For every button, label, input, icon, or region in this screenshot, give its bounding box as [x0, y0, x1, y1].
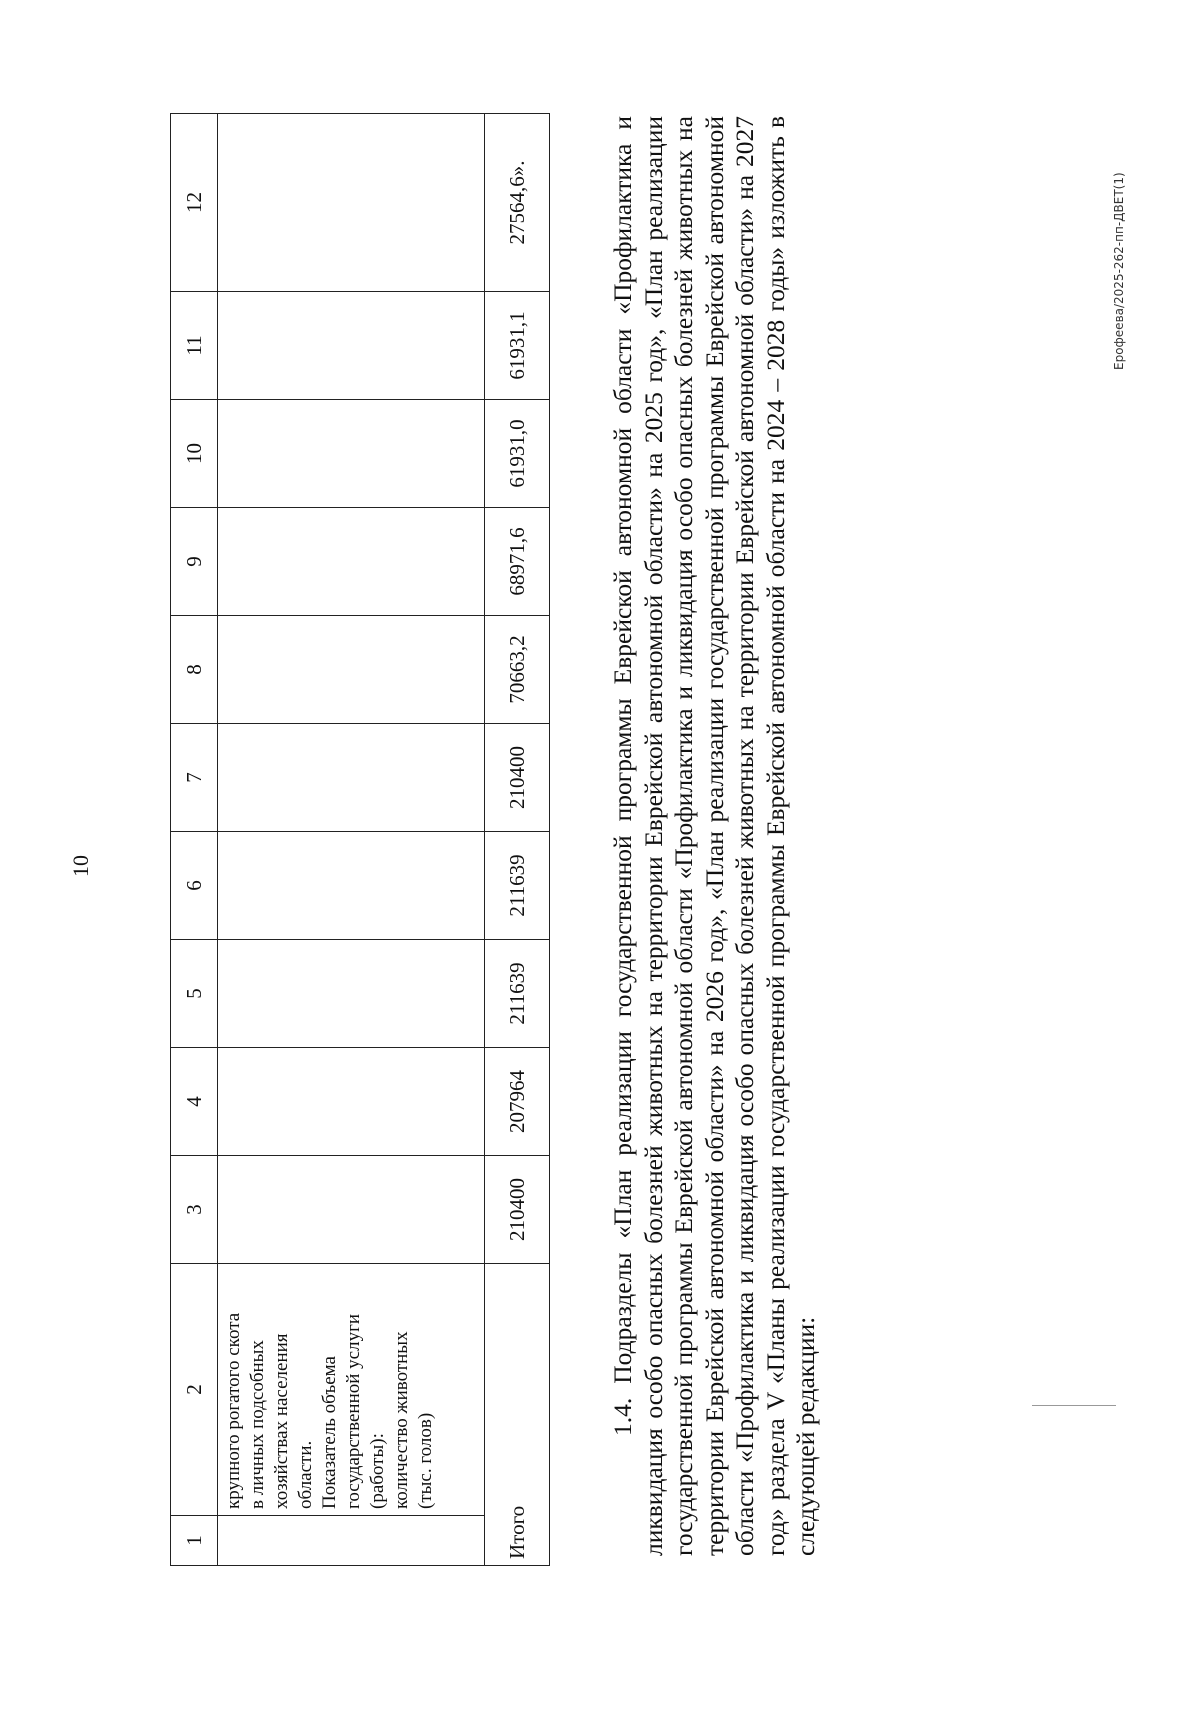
column-number: 8 — [171, 616, 218, 724]
page-number: 10 — [68, 855, 93, 877]
total-value: 211639 — [485, 832, 550, 940]
total-value: 210400 — [485, 724, 550, 832]
margin-line — [1032, 1405, 1116, 1406]
column-number: 7 — [171, 724, 218, 832]
total-value: 61931,0 — [485, 400, 550, 508]
column-number: 11 — [171, 292, 218, 400]
total-value: 211639 — [485, 940, 550, 1048]
column-number-row — [171, 114, 218, 1566]
table-cell — [218, 724, 485, 832]
document-reference: Ерофеева/2025-262-пп-ДВЕТ(1) — [1112, 172, 1126, 370]
total-value: 68971,6 — [485, 508, 550, 616]
table-cell — [218, 1156, 485, 1264]
column-number: 2 — [171, 1264, 218, 1516]
table-cell — [218, 1516, 485, 1566]
total-value: 207964 — [485, 1048, 550, 1156]
table-cell — [218, 1048, 485, 1156]
column-number: 12 — [171, 114, 218, 292]
column-number: 1 — [171, 1516, 218, 1566]
table-cell — [218, 400, 485, 508]
table-cell — [218, 616, 485, 724]
table-cell — [218, 508, 485, 616]
indicator-description-text: крупного рогатого скота в личных подсобных хозяйствах населения области. Показатель объема государственной услуги (работы): количество животных (тыс. голов) — [223, 1312, 436, 1509]
total-value: 61931,1 — [485, 292, 550, 400]
indicator-description — [218, 1264, 485, 1516]
amendment-paragraph: 1.4. Подразделы «План реализации государственной программы Еврейской автономной области «Профилактика и ликвидация особо опасных болезней животных на территории Еврейской автономной области» на 2025 год», «План реализации государственной программы Еврейской автономной области «Профилактика и ликвидация особо опасных болезней животных на территории Еврейской автономной области» на 2026 год», «План реализации государственной программы Еврейской автономной области «Профилактика и ликвидация особо опасных болезней животных на территории Еврейской автономной области» на 2027 год» раздела V «Планы реализации государственной программы Еврейской автономной области на 2024 – 2028 годы» изложить в следующей редакции: — [608, 116, 820, 1556]
implementation-plan-table — [170, 113, 550, 1566]
column-number: 6 — [171, 832, 218, 940]
column-number: 9 — [171, 508, 218, 616]
column-number: 10 — [171, 400, 218, 508]
column-number: 5 — [171, 940, 218, 1048]
table-cell — [218, 940, 485, 1048]
total-row — [485, 114, 550, 1566]
column-number: 4 — [171, 1048, 218, 1156]
table-cell — [218, 114, 485, 292]
total-label: Итого — [485, 1264, 550, 1566]
total-value: 70663,2 — [485, 616, 550, 724]
table-cell — [218, 292, 485, 400]
table-row — [218, 114, 485, 1566]
table-cell — [218, 832, 485, 940]
total-value: 210400 — [485, 1156, 550, 1264]
total-value: 27564,6». — [485, 114, 550, 292]
column-number: 3 — [171, 1156, 218, 1264]
